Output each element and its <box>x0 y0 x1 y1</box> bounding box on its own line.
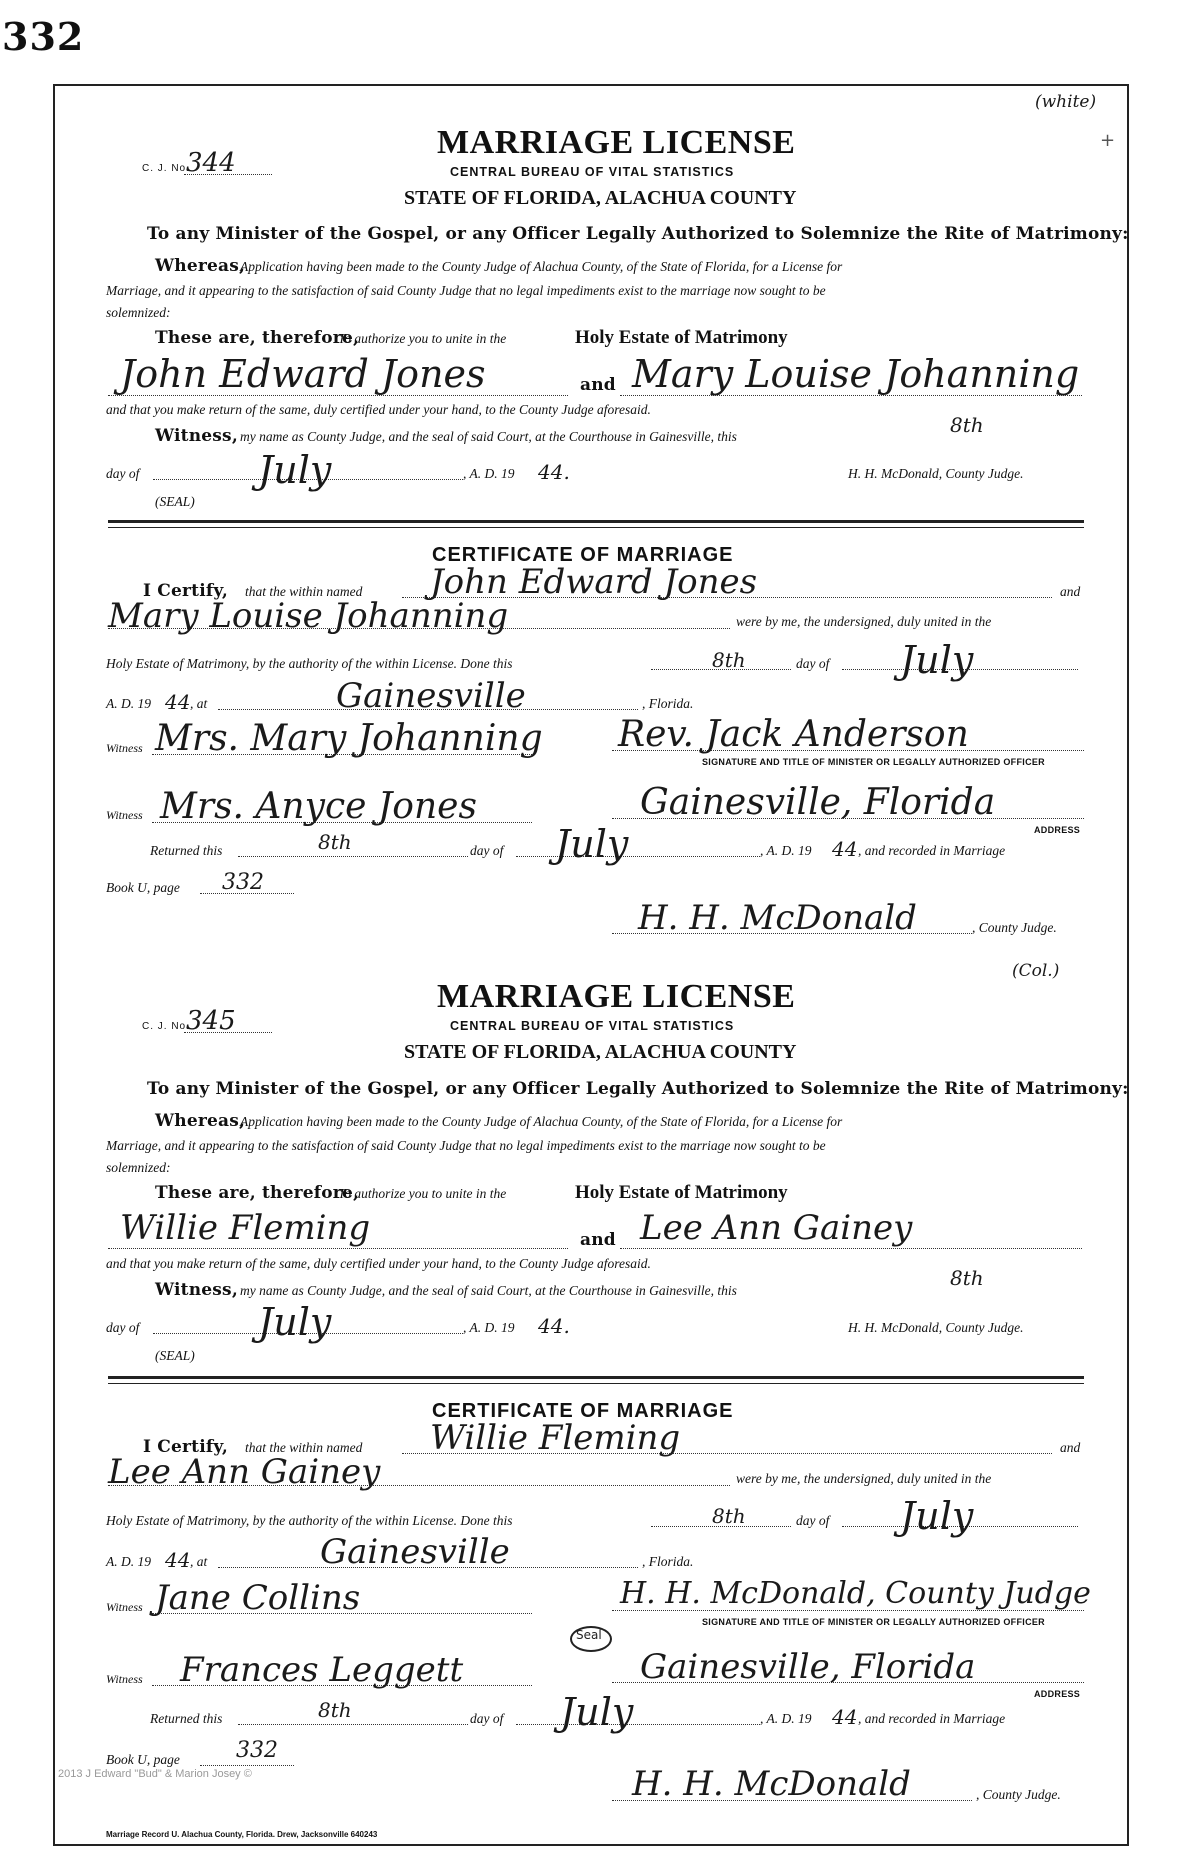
returned-day: 8th <box>318 830 352 854</box>
whereas-text-2: Marriage, and it appearing to the satisfaction of said County Judge that no legal impediments exist to the marriage now sought to be <box>106 1138 826 1153</box>
book-label: Book U, page <box>106 880 180 895</box>
witness-1-name: Mrs. Mary Johanning <box>155 718 543 759</box>
returned-ad: , A. D. 19 <box>760 843 812 858</box>
state-county: STATE OF FLORIDA, ALACHUA COUNTY <box>404 187 797 209</box>
license-day: 8th <box>950 413 984 437</box>
holy-authority-text: Holy Estate of Matrimony, by the authority of the within License. Done this <box>106 1513 513 1528</box>
day-of-label: day of <box>106 466 140 481</box>
cert-month: July <box>900 638 974 682</box>
whereas-text-3: solemnized: <box>106 305 171 320</box>
holy-authority-text: Holy Estate of Matrimony, by the authority of the within License. Done this <box>106 656 513 671</box>
officiant-signature: Rev. Jack Anderson <box>618 714 969 755</box>
book-page: 332 <box>222 870 264 895</box>
address-caption: ADDRESS <box>1034 825 1081 835</box>
cj-number: 345 <box>186 1006 236 1036</box>
these-label: These are, therefore, <box>155 328 360 348</box>
officiant-address: Gainesville, Florida <box>640 1647 976 1687</box>
race-note: (Col.) <box>1012 961 1060 981</box>
cert-day-of: day of <box>796 1513 830 1528</box>
seal-label: (SEAL) <box>155 1348 195 1363</box>
these-text: To authorize you to unite in the <box>338 331 507 346</box>
license-title: MARRIAGE LICENSE <box>437 978 796 1015</box>
whereas-text-2: Marriage, and it appearing to the satisfaction of said County Judge that no legal impediments exist to the marriage now sought to be <box>106 283 826 298</box>
cert-day: 8th <box>712 648 746 672</box>
returned-month: July <box>555 822 629 866</box>
cert-and: and <box>1060 1440 1081 1455</box>
florida-label: , Florida. <box>642 696 694 711</box>
judge-printed-name: H. H. McDonald, County Judge. <box>848 466 1024 481</box>
recorded-text: , and recorded in Marriage <box>858 1711 1006 1726</box>
ad-label: , A. D. 19 <box>463 466 515 481</box>
cert-day: 8th <box>712 1504 746 1528</box>
witness-1-label: Witness <box>106 741 143 755</box>
whereas-text-1: Application having been made to the County Judge of Alachua County, of the State of Florida, for a License for <box>240 259 843 274</box>
bureau-name: CENTRAL BUREAU OF VITAL STATISTICS <box>450 1019 735 1033</box>
witness-text: my name as County Judge, and the seal of said Court, at the Courthouse in Gainesville, this <box>240 1283 737 1298</box>
returned-day: 8th <box>318 1698 352 1722</box>
cj-number: 344 <box>186 148 236 178</box>
copyright-watermark: 2013 J Edward "Bud" & Marion Josey © <box>58 1768 252 1780</box>
witness-2-label: Witness <box>106 1672 143 1686</box>
corner-mark: + <box>1100 130 1116 151</box>
cert-year: 44 <box>165 1548 191 1572</box>
license-month: July <box>258 1300 332 1344</box>
license-day: 8th <box>950 1266 984 1290</box>
cert-bride-name: Lee Ann Gainey <box>108 1452 381 1492</box>
return-text: and that you make return of the same, duly certified under your hand, to the County Judge aforesaid. <box>106 402 651 417</box>
witness-label: Witness, <box>155 1280 238 1300</box>
bride-name: Mary Louise Johanning <box>632 352 1080 396</box>
groom-name: Willie Fleming <box>120 1208 371 1248</box>
returned-year: 44 <box>832 1705 858 1729</box>
judge-printed-name: H. H. McDonald, County Judge. <box>848 1320 1024 1335</box>
county-judge-label: , County Judge. <box>976 1787 1061 1802</box>
ad-label: , A. D. 19 <box>463 1320 515 1335</box>
witness-2-name: Mrs. Anyce Jones <box>160 786 477 827</box>
judge-signature: H. H. McDonald <box>638 898 917 938</box>
license-year: 44. <box>538 1314 570 1338</box>
and-word: and <box>580 375 616 395</box>
cert-and: and <box>1060 584 1081 599</box>
ad-at-label: A. D. 19 <box>106 696 151 711</box>
return-text: and that you make return of the same, duly certified under your hand, to the County Judge aforesaid. <box>106 1256 651 1271</box>
witness-label: Witness, <box>155 426 238 446</box>
whereas-label: Whereas, <box>155 256 246 276</box>
these-text: To authorize you to unite in the <box>338 1186 507 1201</box>
officiant-caption: SIGNATURE AND TITLE OF MINISTER OR LEGALLY AUTHORIZED OFFICER <box>702 1617 1045 1627</box>
witness-text: my name as County Judge, and the seal of said Court, at the Courthouse in Gainesville, this <box>240 429 737 444</box>
certificate-title: CERTIFICATE OF MARRIAGE <box>432 1400 734 1422</box>
cert-year: 44 <box>165 690 191 714</box>
cj-label: C. J. No. <box>142 163 190 174</box>
form-footer: Marriage Record U. Alachua County, Florida. Drew, Jacksonville 640243 <box>106 1830 378 1839</box>
ad-at-label: A. D. 19 <box>106 1554 151 1569</box>
county-judge-label: , County Judge. <box>972 920 1057 935</box>
florida-label: , Florida. <box>642 1554 694 1569</box>
section-divider <box>108 520 1084 528</box>
cert-day-of: day of <box>796 656 830 671</box>
whereas-text-1: Application having been made to the County Judge of Alachua County, of the State of Florida, for a License for <box>240 1114 843 1129</box>
license-month: July <box>258 448 332 492</box>
witness-1-label: Witness <box>106 1600 143 1614</box>
whereas-label: Whereas, <box>155 1111 246 1131</box>
cert-groom-name: Willie Fleming <box>430 1418 681 1458</box>
certificate-title: CERTIFICATE OF MARRIAGE <box>432 544 734 566</box>
certify-text: that the within named <box>245 1440 363 1455</box>
cert-city: Gainesville <box>320 1532 510 1572</box>
cert-groom-name: John Edward Jones <box>430 562 758 602</box>
groom-name: John Edward Jones <box>120 352 486 396</box>
returned-day-of: day of <box>470 843 504 858</box>
seal-stamp-text: Seal <box>576 1628 602 1642</box>
race-note: (white) <box>1035 92 1097 112</box>
state-county: STATE OF FLORIDA, ALACHUA COUNTY <box>404 1041 797 1063</box>
united-text: were by me, the undersigned, duly united in the <box>736 1471 992 1486</box>
cert-city: Gainesville <box>336 676 526 716</box>
returned-month: July <box>560 1690 634 1734</box>
whereas-text-3: solemnized: <box>106 1160 171 1175</box>
officiant-address: Gainesville, Florida <box>640 782 996 823</box>
officiant-caption: SIGNATURE AND TITLE OF MINISTER OR LEGALLY AUTHORIZED OFFICER <box>702 757 1045 767</box>
officiant-signature: H. H. McDonald, County Judge <box>620 1576 1091 1611</box>
address-caption: ADDRESS <box>1034 1689 1081 1699</box>
holy-estate: Holy Estate of Matrimony <box>575 327 788 348</box>
certify-label: I Certify, <box>143 581 228 601</box>
at-label: , at <box>190 1554 208 1569</box>
section-divider <box>108 1376 1084 1384</box>
returned-label: Returned this <box>150 1711 223 1726</box>
cj-label: C. J. No. <box>142 1021 190 1032</box>
cert-bride-name: Mary Louise Johanning <box>108 596 509 636</box>
cert-month: July <box>900 1494 974 1538</box>
page-number: 332 <box>2 14 85 59</box>
witness-2-label: Witness <box>106 808 143 822</box>
day-of-label: day of <box>106 1320 140 1335</box>
and-word: and <box>580 1230 616 1250</box>
recorded-text: , and recorded in Marriage <box>858 843 1006 858</box>
certify-text: that the within named <box>245 584 363 599</box>
returned-label: Returned this <box>150 843 223 858</box>
united-text: were by me, the undersigned, duly united in the <box>736 614 992 629</box>
witness-1-name: Jane Collins <box>155 1578 361 1618</box>
bureau-name: CENTRAL BUREAU OF VITAL STATISTICS <box>450 165 735 179</box>
certify-label: I Certify, <box>143 1437 228 1457</box>
license-year: 44. <box>538 460 570 484</box>
returned-day-of: day of <box>470 1711 504 1726</box>
address-line: To any Minister of the Gospel, or any Officer Legally Authorized to Solemnize the Rite of Matrimony: <box>147 224 1129 244</box>
these-label: These are, therefore, <box>155 1183 360 1203</box>
returned-year: 44 <box>832 837 858 861</box>
witness-2-name: Frances Leggett <box>180 1650 464 1690</box>
judge-signature: H. H. McDonald <box>632 1764 911 1804</box>
bride-name: Lee Ann Gainey <box>640 1208 913 1248</box>
address-line: To any Minister of the Gospel, or any Officer Legally Authorized to Solemnize the Rite of Matrimony: <box>147 1079 1129 1099</box>
at-label: , at <box>190 696 208 711</box>
returned-ad: , A. D. 19 <box>760 1711 812 1726</box>
seal-label: (SEAL) <box>155 494 195 509</box>
holy-estate: Holy Estate of Matrimony <box>575 1182 788 1203</box>
license-title: MARRIAGE LICENSE <box>437 124 796 161</box>
book-label: Book U, page <box>106 1752 180 1767</box>
book-page: 332 <box>236 1738 278 1763</box>
